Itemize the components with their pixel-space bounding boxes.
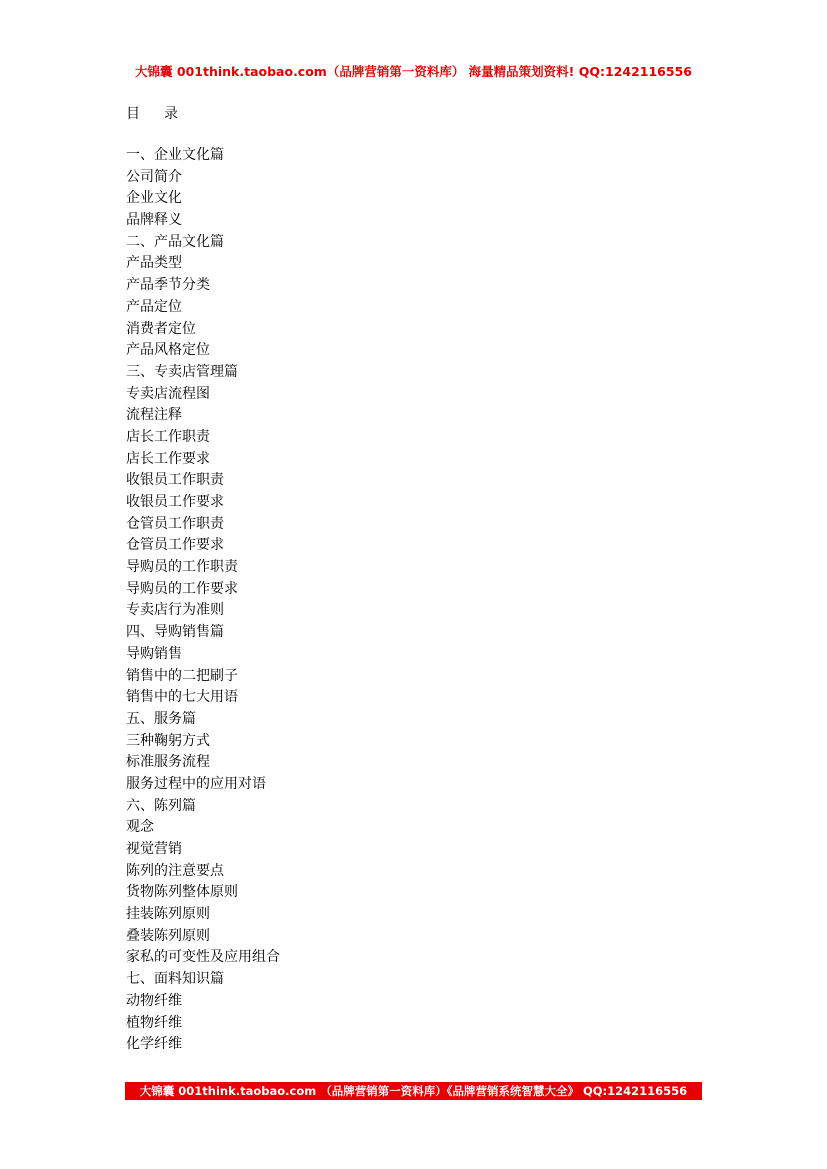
toc-item: 三、专卖店管理篇 [126,363,238,380]
toc-item: 品牌释义 [126,212,182,229]
toc-item: 收银员工作职责 [126,472,224,489]
toc-item: 一、企业文化篇 [126,147,224,163]
toc-item: 家私的可变性及应用组合 [126,949,280,966]
toc-item: 产品定位 [126,298,182,315]
toc-title-second-char: 录 [164,106,178,122]
toc-item: 标准服务流程 [126,754,210,771]
toc-item: 收银员工作要求 [126,494,224,510]
toc-item: 专卖店行为准则 [126,602,224,619]
toc-item: 七、面料知识篇 [126,971,224,988]
toc-item: 专卖店流程图 [126,385,210,402]
toc-item: 店长工作要求 [126,450,210,467]
toc-item: 植物纤维 [126,1014,182,1031]
toc-item: 流程注释 [126,407,182,424]
toc-item: 产品类型 [126,255,182,272]
toc-item: 动物纤维 [126,992,182,1009]
toc-item: 货物陈列整体原则 [126,884,238,901]
toc-item: 化学纤维 [126,1036,182,1053]
toc-item: 叠装陈列原则 [126,927,210,944]
toc-item: 公司简介 [126,168,182,185]
toc-item: 产品风格定位 [126,342,210,359]
toc-title-first-char: 目 [126,106,140,122]
toc-item: 服务过程中的应用对语 [126,775,266,792]
toc-item: 挂装陈列原则 [126,906,210,923]
toc-item: 三种鞠躬方式 [126,732,210,749]
page-header: 大锦囊 001think.taobao.com（品牌营销第一资料库） 海量精品策划资料! QQ:1242116556 [135,64,692,79]
toc-item: 仓管员工作职责 [126,515,224,532]
toc-item: 销售中的二把刷子 [126,667,238,684]
toc-item: 六、陈列篇 [126,797,196,814]
toc-item: 企业文化 [126,190,182,207]
toc-item: 四、导购销售篇 [126,624,224,641]
toc-item: 产品季节分类 [126,277,210,294]
toc-item: 导购员的工作要求 [126,580,238,597]
toc-item: 导购员的工作职责 [126,559,238,576]
toc-item: 二、产品文化篇 [126,233,224,250]
toc-item: 视觉营销 [126,841,182,857]
toc-item: 观念 [126,819,154,836]
toc-title [126,103,178,123]
toc-item: 五、服务篇 [126,710,196,727]
toc-item: 销售中的七大用语 [126,689,238,706]
toc-item: 仓管员工作要求 [126,537,224,554]
toc-item: 陈列的注意要点 [126,862,224,879]
toc-item: 导购销售 [126,645,182,662]
toc-list [126,145,280,1056]
page-footer: 大锦囊 001think.taobao.com （品牌营销第一资料库）《品牌营销系统智慧大全》 QQ:1242116556 [125,1082,702,1100]
toc-item: 店长工作职责 [126,428,210,445]
toc-item: 消费者定位 [126,320,196,337]
